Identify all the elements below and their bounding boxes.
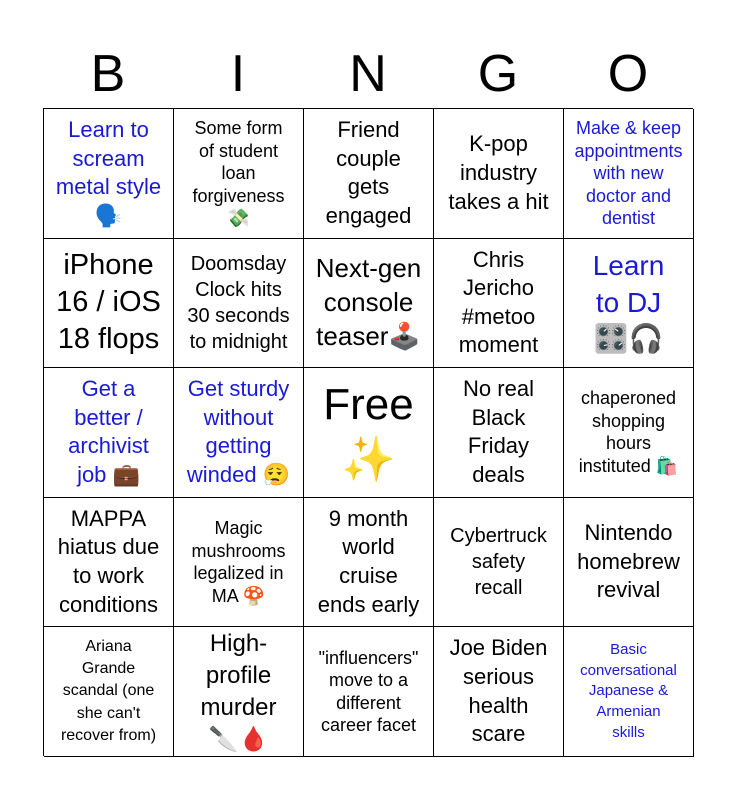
- cell-text: Learn to DJ 🎛️🎧: [592, 250, 665, 355]
- bingo-cell[interactable]: [174, 109, 304, 239]
- cell-text: Magic mushrooms legalized in MA 🍄: [191, 518, 286, 606]
- cell-text: iPhone 16 / iOS 18 flops: [56, 249, 161, 356]
- cell-text: Joe Biden serious health scare: [449, 635, 548, 747]
- cell-text: "influencers" move to a different career facet: [318, 647, 419, 736]
- header-letter-b: B: [90, 45, 126, 103]
- bingo-cell[interactable]: [304, 627, 434, 757]
- free-space-text: Free ✨: [323, 380, 414, 485]
- bingo-cell[interactable]: [564, 627, 694, 757]
- bingo-cell[interactable]: [44, 239, 174, 369]
- bingo-cell[interactable]: [44, 498, 174, 628]
- cell-text: High- profile murder 🔪🩸: [200, 629, 277, 753]
- cell-text: 9 month world cruise ends early: [317, 505, 420, 617]
- cell-text: MAPPA hiatus due to work conditions: [57, 505, 160, 617]
- bingo-cell[interactable]: [44, 109, 174, 239]
- bingo-cell[interactable]: [44, 627, 174, 757]
- free-space-cell[interactable]: [304, 368, 434, 498]
- cell-text: Cybertruck safety recall: [450, 525, 547, 600]
- bingo-cell[interactable]: [434, 627, 564, 757]
- bingo-cell[interactable]: [434, 109, 564, 239]
- cell-text: Next-gen console teaser🕹️: [315, 253, 422, 351]
- cell-text: Some form of student loan forgiveness 💸: [192, 118, 285, 229]
- bingo-cell[interactable]: [44, 368, 174, 498]
- cell-text: Basic conversational Japanese & Armenian skills: [580, 640, 677, 741]
- bingo-cell[interactable]: [434, 498, 564, 628]
- bingo-cell[interactable]: [434, 368, 564, 498]
- cell-text: Friend couple gets engaged: [325, 117, 412, 228]
- cell-text: Get sturdy without getting winded 😮‍💨: [186, 376, 291, 488]
- bingo-cell[interactable]: [174, 368, 304, 498]
- cell-text: K-pop industry takes a hit: [448, 131, 549, 214]
- bingo-cell[interactable]: [434, 239, 564, 369]
- bingo-cell[interactable]: [174, 239, 304, 369]
- cell-text: Chris Jericho #metoo moment: [458, 246, 539, 358]
- bingo-cell[interactable]: [304, 109, 434, 239]
- bingo-cell[interactable]: [564, 239, 694, 369]
- bingo-cell[interactable]: [174, 627, 304, 757]
- cell-text: Nintendo homebrew revival: [577, 520, 680, 603]
- header-letter-o: O: [607, 45, 649, 103]
- bingo-cell[interactable]: [174, 498, 304, 628]
- header-letter-i: I: [230, 45, 246, 103]
- bingo-cell[interactable]: [564, 498, 694, 628]
- cell-text: No real Black Friday deals: [463, 376, 534, 488]
- bingo-cell[interactable]: [304, 239, 434, 369]
- bingo-cell[interactable]: [564, 368, 694, 498]
- cell-text: Make & keep appointments with new doctor and dentist: [574, 118, 683, 229]
- bingo-cell[interactable]: [564, 109, 694, 239]
- cell-text: Learn to scream metal style 🗣️: [55, 117, 162, 228]
- header-letter-n: N: [349, 45, 387, 103]
- cell-text: Get a better / archivist job 💼: [68, 376, 149, 488]
- bingo-header: [43, 40, 693, 108]
- bingo-cell[interactable]: [304, 498, 434, 628]
- cell-text: Doomsday Clock hits 30 seconds to midnight: [187, 252, 290, 353]
- header-letter-g: G: [477, 45, 519, 103]
- cell-text: chaperoned shopping hours instituted 🛍️: [578, 388, 679, 476]
- cell-text: Ariana Grande scandal (one she can't recover from): [60, 637, 157, 745]
- bingo-grid: [43, 108, 693, 756]
